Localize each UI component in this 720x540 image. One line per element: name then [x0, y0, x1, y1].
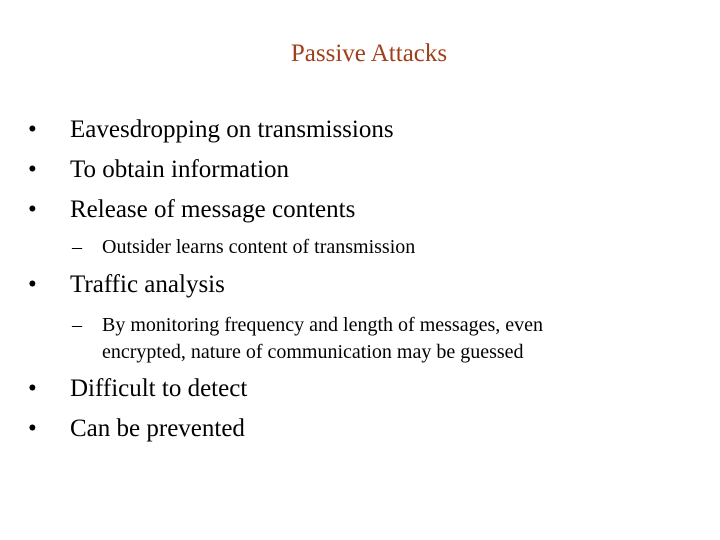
bullet-text: Release of message contents: [70, 196, 356, 223]
bullet-text: Can be prevented: [70, 415, 245, 442]
slide-title: [0, 38, 720, 70]
sub-bullet-text: Outsider learns content of transmission: [102, 236, 416, 258]
sub-bullet-text-line-2: encrypted, nature of communication may be guessed: [102, 341, 524, 363]
bullet-icon: •: [28, 271, 37, 298]
bullet-icon: •: [28, 156, 37, 183]
bullet-text: Difficult to detect: [70, 375, 248, 402]
bullet-icon: •: [28, 196, 37, 223]
sub-bullet-text-line-1: By monitoring frequency and length of messages, even: [102, 314, 543, 336]
dash-icon: –: [72, 236, 82, 258]
bullet-icon: •: [28, 415, 37, 442]
dash-icon: –: [72, 314, 82, 336]
bullet-icon: •: [28, 375, 37, 402]
slide-title-text: Passive Attacks: [290, 40, 448, 67]
bullet-text: To obtain information: [70, 156, 290, 183]
bullet-icon: •: [28, 116, 37, 143]
bullet-text: Traffic analysis: [70, 271, 225, 298]
bullet-text: Eavesdropping on transmissions: [70, 116, 394, 143]
